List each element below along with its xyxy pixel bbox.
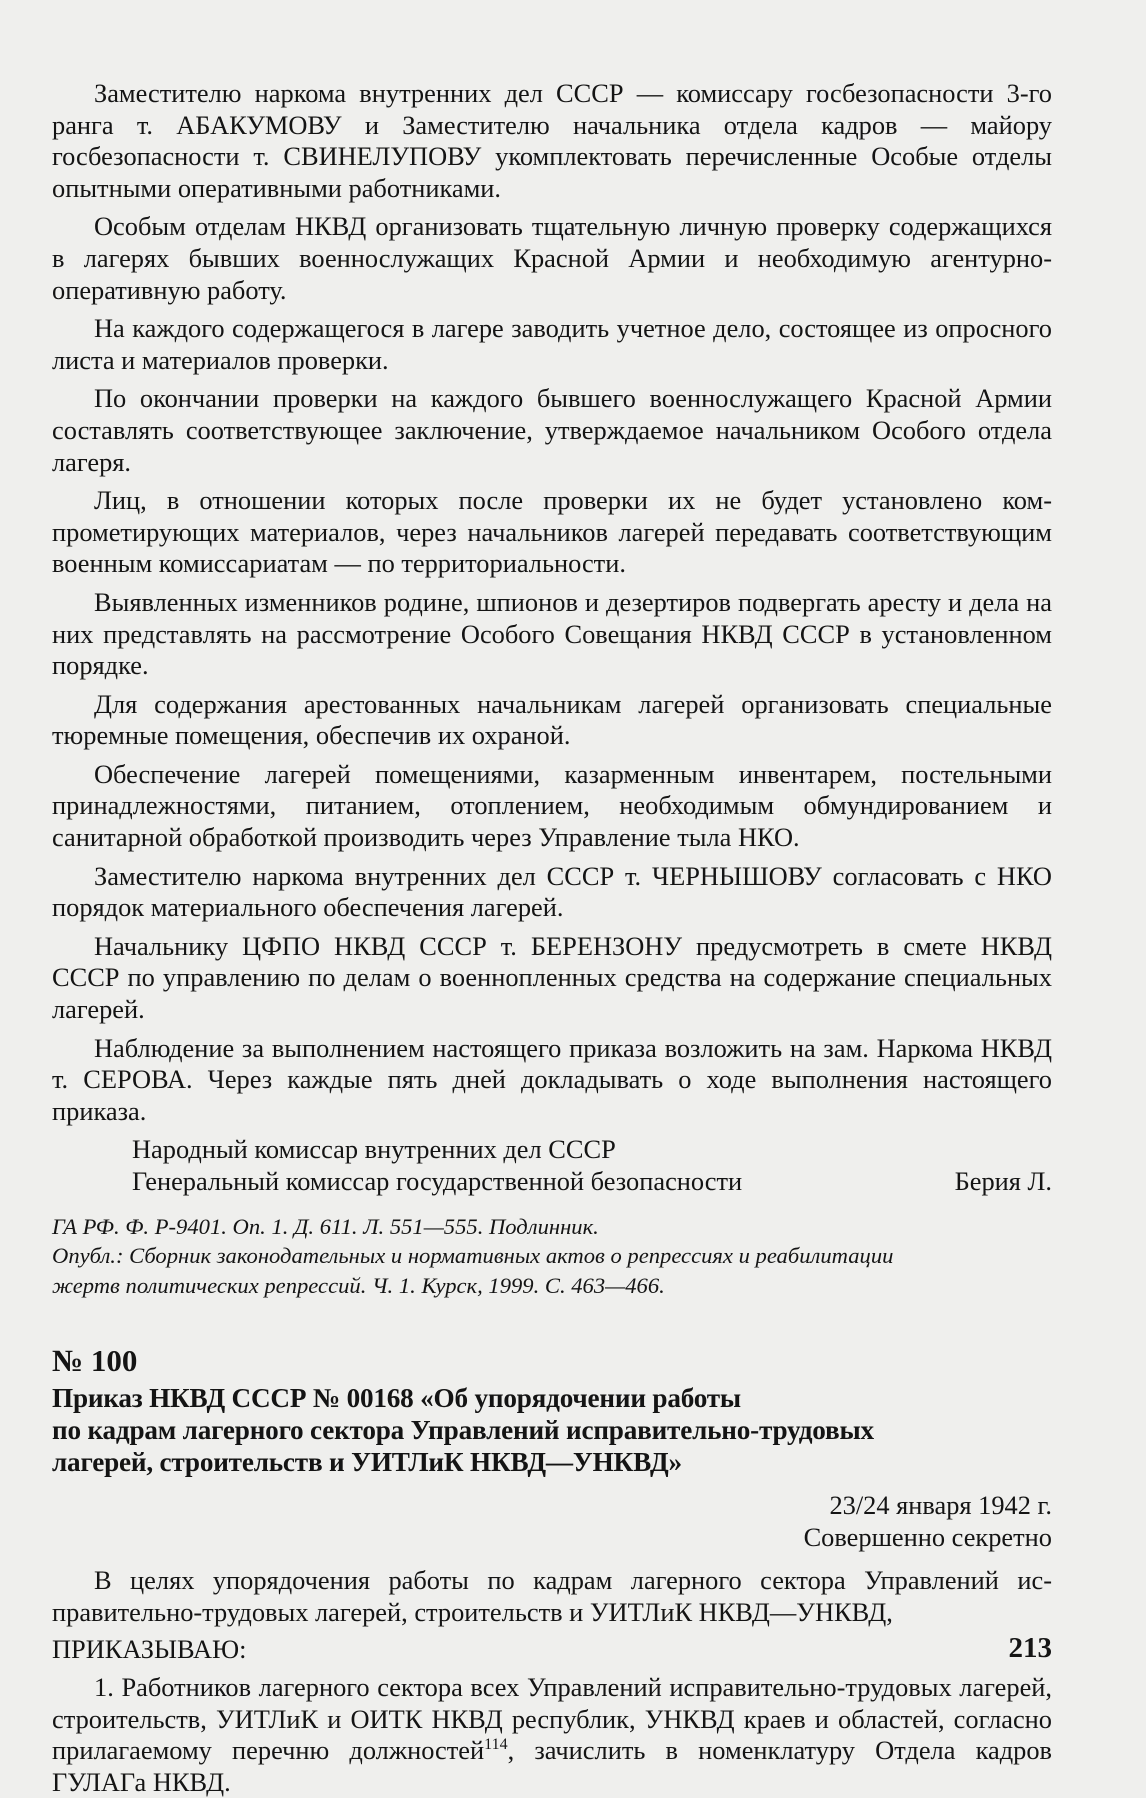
page-number: 213 <box>1008 1632 1052 1664</box>
signature-rank: Генеральный комиссар государственной безопасности <box>132 1166 743 1196</box>
publication-line-1: Опубл.: Сборник законодательных и нормативных актов о репрессиях и реабилитации <box>52 1243 894 1269</box>
order-intro: В целях упорядочения работы по кадрам лагерного сектора Управлений исправительно-трудовых лагерей, строительств и УИТЛиК НКВД—УНКВД, <box>52 1565 1052 1627</box>
paragraph: Заместителю наркома внутренних дел СССР т. ЧЕРНЫШОВУ согласовать с НКО порядок материального обеспечения лагерей. <box>52 860 1052 923</box>
order-continuation-text <box>52 78 1052 1127</box>
signature-rank-line <box>52 1166 1052 1198</box>
signature-name: Берия Л. <box>954 1166 1052 1196</box>
publication-line-2: жертв политических репрессий. Ч. 1. Курск, 1999. С. 463—466. <box>52 1272 665 1298</box>
archive-reference <box>52 1212 1052 1301</box>
classification-mark: Совершенно секретно <box>803 1521 1052 1552</box>
paragraph: Начальнику ЦФПО НКВД СССР т. БЕРЕНЗОНУ предусмотреть в смете НКВД СССР по управлению по делам о военнопленных средства на содержание специальных лагерей. <box>52 930 1052 1025</box>
order-text <box>52 1565 1052 1798</box>
archive-source: ГА РФ. Ф. Р-9401. Оп. 1. Д. 611. Л. 551—555. Подлинник. <box>52 1213 599 1239</box>
paragraph: На каждого содержащегося в лагере заводить учетное дело, состоящее из опросного листа и материалов проверки. <box>52 313 1052 375</box>
order-word: ПРИКАЗЫВАЮ: <box>52 1634 247 1665</box>
title-line-2: по кадрам лагерного сектора Управлений исправительно-трудовых <box>52 1415 874 1446</box>
signature-position-line <box>52 1134 1052 1166</box>
title-line-1: Приказ НКВД СССР № 00168 «Об упорядочении работы <box>52 1383 741 1414</box>
paragraph: Лиц, в отношении которых после проверки их не будет установлено компрометирующих материалов, через начальников лагерей передавать соответствующим военным комиссариатам — по территориальности. <box>52 485 1052 579</box>
paragraph: Особым отделам НКВД организовать тщательную личную проверку содержащихся в лагерях бывших военнослужащих Красной Армии и необходимую агентурно-оперативную работу. <box>52 211 1052 305</box>
order-item-1-text: 1. Работников лагерного сектора всех Управлений исправительно-трудовых лагерей, строительств, УИТЛиК и ОИТК НКВД республик, УНКВД краев и областей, согласно прилагаемому перечню должностей <box>52 1672 1052 1766</box>
paragraph: Наблюдение за выполнением настоящего приказа возложить на зам. Наркома НКВД т. СЕРОВА. Через каждые пять дней докладывать о ходе выполнения настоящего приказа. <box>52 1032 1052 1126</box>
paragraph: Для содержания арестованных начальникам лагерей организовать специальные тюремные помещения, обеспечив их охраной. <box>52 688 1052 751</box>
paragraph: По окончании проверки на каждого бывшего военнослужащего Красной Армии составлять соответствующее заключение, утверждаемое начальником Особого отдела лагеря. <box>52 383 1052 477</box>
order-item-1 <box>52 1672 1052 1798</box>
paragraph: Заместителю наркома внутренних дел СССР — комиссару госбезопасности 3-го ранга т. АБАКУМОВУ и Заместителю начальника отдела кадров — майору госбезопасности т. СВИНЕЛУПОВУ укомплектовать перечисленные Особые отделы опытными оперативными работниками. <box>52 78 1052 203</box>
signature-position: Народный комиссар внутренних дел СССР <box>132 1134 616 1165</box>
footnote-marker: 114 <box>484 1736 508 1754</box>
paragraph: Выявленных изменников родине, шпионов и дезертиров подвергать аресту и дела на них представлять на рассмотрение Особого Совещания НКВД СССР в установленном порядке. <box>52 586 1052 681</box>
document-dateline <box>52 1490 1052 1553</box>
paragraph: Обеспечение лагерей помещениями, казарменным инвентарем, постельными принадлежностями, питанием, отоплением, необходимым обмундированием и санитарной обработкой производить через Управление тыла НКО. <box>52 758 1052 853</box>
document-date: 23/24 января 1942 г. <box>829 1490 1052 1521</box>
order-item-1-tail: , зачислить в номенклатуру Отдела кадров ГУЛАГа НКВД. <box>52 1735 1053 1797</box>
document-title <box>52 1382 1052 1478</box>
document-number: № 100 <box>52 1343 138 1379</box>
title-line-3: лагерей, строительств и УИТЛиК НКВД—УНКВД» <box>52 1447 682 1478</box>
signature-block <box>52 1134 1052 1197</box>
